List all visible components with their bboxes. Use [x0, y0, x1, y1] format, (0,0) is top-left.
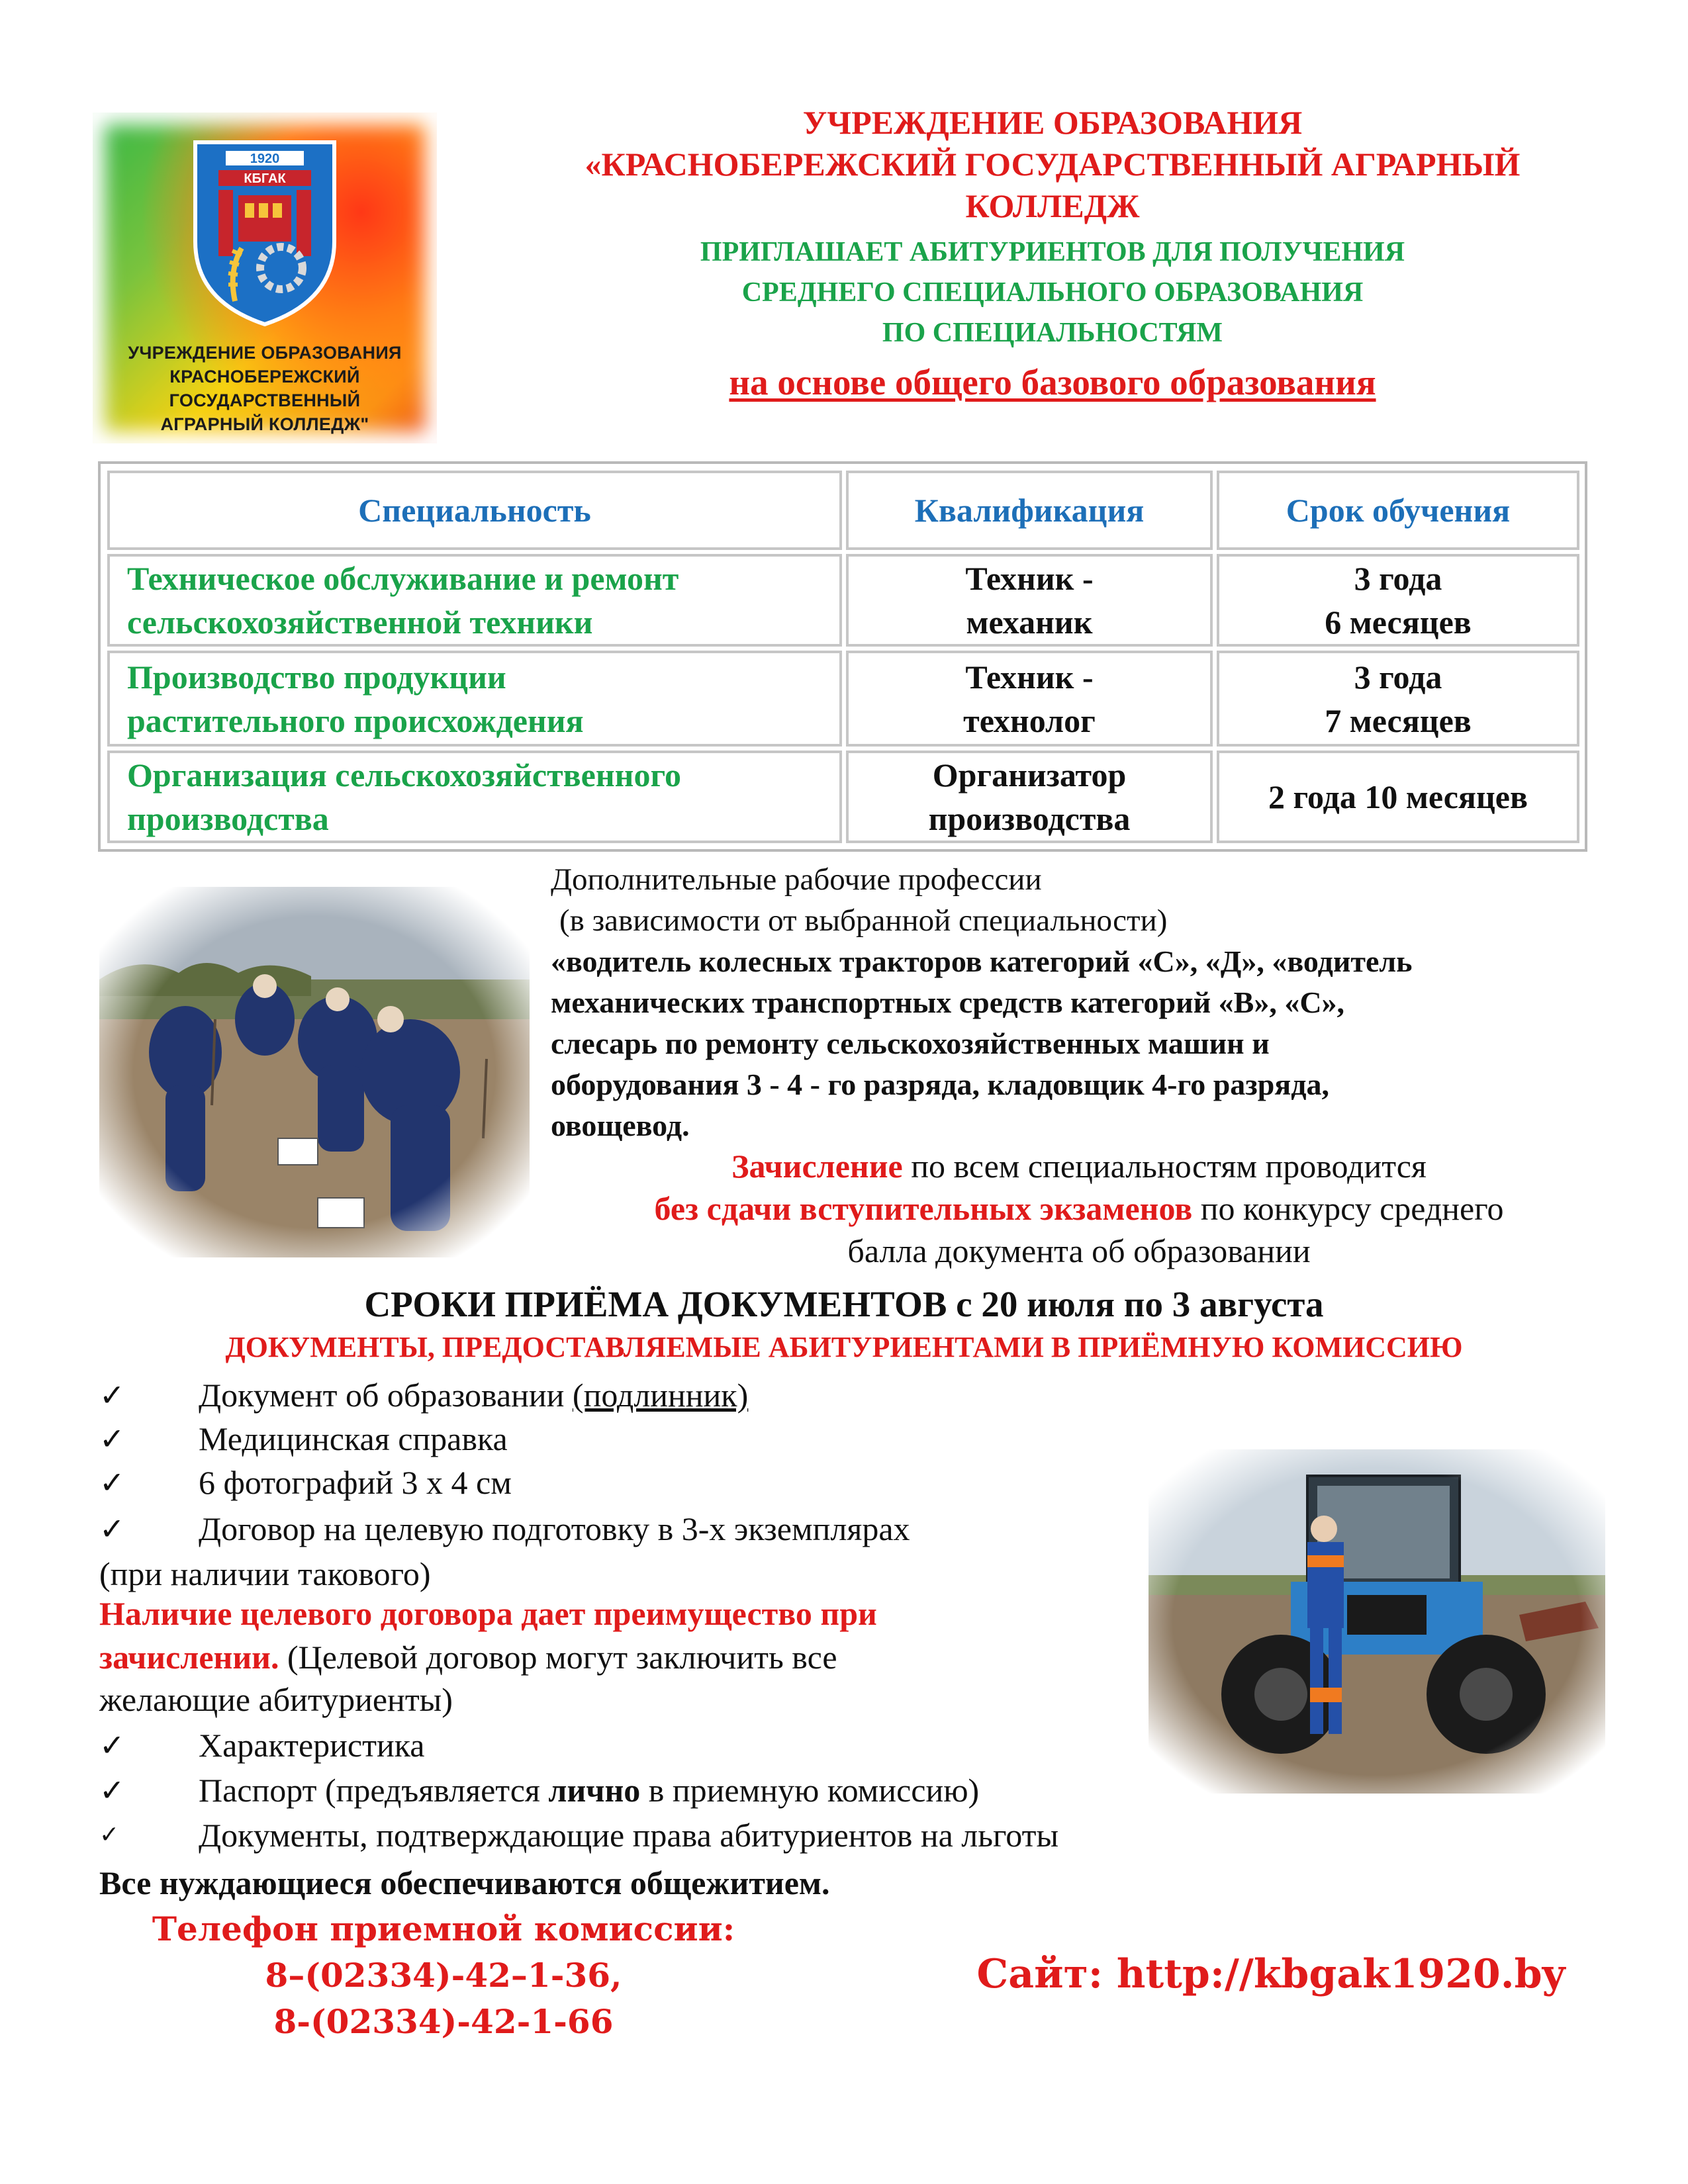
- target-contract-bold: зачислении.: [99, 1639, 279, 1676]
- checkmark-icon: ✓: [99, 1377, 125, 1413]
- checkmark-icon: ✓: [99, 1421, 125, 1457]
- enrollment-line-2: [543, 1187, 1615, 1230]
- deadline-heading: СРОКИ ПРИЁМА ДОКУМЕНТОВ с 20 июля по 3 августа: [364, 1284, 1324, 1324]
- target-contract-note: Наличие целевого договора дает преимущество при: [99, 1595, 877, 1632]
- no-exams-text: без сдачи вступительных экзаменов: [654, 1190, 1193, 1227]
- table-cell-duration: [1217, 651, 1579, 747]
- table-cell-duration: [1217, 554, 1579, 647]
- table-cell-specialty: [107, 554, 842, 647]
- enrollment-text: по конкурсу среднего: [1192, 1190, 1504, 1227]
- specialty-line: растительного происхождения: [127, 702, 584, 739]
- document-item: Характеристика: [199, 1727, 425, 1764]
- professions-list: [551, 941, 1610, 1146]
- logo-abbr: КБГАК: [244, 171, 286, 186]
- target-contract-line-2: [99, 1635, 837, 1679]
- checkmark-icon: ✓: [99, 1772, 125, 1808]
- enrollment-line-1: [543, 1145, 1615, 1187]
- phone-number-2: 8-(02334)-42-1-66: [273, 2002, 614, 2041]
- header-line-4: ПРИГЛАШАЕТ АБИТУРИЕНТОВ ДЛЯ ПОЛУЧЕНИЯ: [700, 237, 1405, 267]
- dormitory-note: Все нуждающиеся обеспечиваются общежитием.: [99, 1864, 830, 1901]
- table-cell-specialty: [107, 651, 842, 747]
- document-text-bold: лично: [548, 1772, 641, 1809]
- enrollment-word: Зачисление: [731, 1148, 903, 1185]
- duration-line: 3 года: [1354, 658, 1442, 696]
- website-link[interactable]: Сайт: http://kbgak1920.by: [976, 1951, 1566, 1997]
- duration-line: 2 года 10 месяцев: [1268, 778, 1528, 815]
- professions-line: слесарь по ремонту сельскохозяйственных машин и: [551, 1026, 1270, 1060]
- header-line-1: УЧРЕЖДЕНИЕ ОБРАЗОВАНИЯ: [802, 104, 1303, 141]
- student-tractor-photo: [1149, 1449, 1605, 1794]
- duration-line: 7 месяцев: [1325, 702, 1472, 739]
- header-line-6: ПО СПЕЦИАЛЬНОСТЯМ: [882, 318, 1223, 348]
- professions-note: (в зависимости от выбранной специальности): [559, 903, 1168, 938]
- document-text: в приемную комиссию): [640, 1772, 980, 1809]
- qualification-line: Организатор: [932, 756, 1127, 794]
- documents-heading: ДОКУМЕНТЫ, ПРЕДОСТАВЛЯЕМЫЕ АБИТУРИЕНТАМИ В ПРИЁМНУЮ КОМИССИЮ: [225, 1331, 1463, 1363]
- qualification-line: технолог: [963, 702, 1096, 739]
- table-header-specialty: Специальность: [107, 471, 842, 550]
- professions-title: Дополнительные рабочие профессии: [551, 862, 1042, 897]
- table-cell-duration: [1217, 751, 1579, 843]
- college-logo: [93, 113, 437, 443]
- shield-emblem-icon: [189, 129, 341, 328]
- document-item: [199, 1768, 979, 1812]
- document-original-note: (подлинник): [572, 1377, 749, 1414]
- specialty-line: производства: [127, 800, 329, 837]
- duration-line: 3 года: [1354, 560, 1442, 597]
- document-text: Паспорт (предъявляется: [199, 1772, 549, 1809]
- table-header-duration: Срок обучения: [1217, 471, 1579, 550]
- phone-number-1: 8–(02334)-42–1-36,: [265, 1956, 622, 1995]
- logo-year: 1920: [250, 152, 280, 166]
- students-planting-photo: [99, 887, 530, 1257]
- document-item: Договор на целевую подготовку в 3-х экземплярах: [199, 1510, 910, 1547]
- header-line-3: КОЛЛЕДЖ: [965, 187, 1140, 224]
- qualification-line: производства: [928, 800, 1131, 837]
- duration-line: 6 месяцев: [1325, 604, 1472, 641]
- checkmark-icon: ✓: [99, 1821, 120, 1848]
- target-contract-line-3: желающие абитуриенты): [99, 1681, 453, 1718]
- document-item: Документы, подтверждающие права абитуриентов на льготы: [199, 1817, 1059, 1854]
- logo-caption-line: УЧРЕЖДЕНИЕ ОБРАЗОВАНИЯ: [128, 343, 402, 363]
- specialty-line: Организация сельскохозяйственного: [127, 756, 681, 794]
- document-item: [199, 1373, 748, 1417]
- table-cell-specialty: [107, 751, 842, 843]
- specialty-line: Производство продукции: [127, 658, 506, 696]
- professions-line: механических транспортных средств категорий «В», «С»,: [551, 985, 1345, 1019]
- professions-line: оборудования 3 - 4 - го разряда, кладовщик 4-го разряда,: [551, 1068, 1330, 1101]
- header-line-2: «КРАСНОБЕРЕЖСКИЙ ГОСУДАРСТВЕННЫЙ АГРАРНЫЙ: [585, 146, 1521, 183]
- specialty-line: Техническое обслуживание и ремонт: [127, 560, 679, 597]
- document-item-note: (при наличии такового): [99, 1555, 431, 1592]
- checkmark-icon: ✓: [99, 1465, 125, 1500]
- professions-line: овощевод.: [551, 1109, 690, 1142]
- enrollment-text: по всем специальностям проводится: [902, 1148, 1427, 1185]
- document-text: Документ об образовании: [199, 1377, 573, 1414]
- logo-caption-line: АГРАРНЫЙ КОЛЛЕДЖ": [160, 414, 369, 434]
- table-cell-qualification: [846, 651, 1213, 747]
- table-cell-qualification: [846, 554, 1213, 647]
- header-line-5: СРЕДНЕГО СПЕЦИАЛЬНОГО ОБРАЗОВАНИЯ: [741, 277, 1364, 308]
- specialty-line: сельскохозяйственной техники: [127, 604, 593, 641]
- document-item: Медицинская справка: [199, 1420, 508, 1457]
- professions-line: «водитель колесных тракторов категорий «С», «Д», «водитель: [551, 944, 1413, 978]
- logo-caption: [93, 341, 437, 436]
- enrollment-line-3: балла документа об образовании: [847, 1232, 1311, 1269]
- target-contract-text: (Целевой договор могут заключить все: [279, 1639, 837, 1676]
- specialties-table: [98, 461, 1587, 852]
- logo-caption-line: КРАСНОБЕРЕЖСКИЙ ГОСУДАРСТВЕННЫЙ: [169, 367, 361, 410]
- checkmark-icon: ✓: [99, 1511, 125, 1547]
- table-header-qualification: Квалификация: [846, 471, 1213, 550]
- phone-title: Телефон приемной комиссии:: [152, 1909, 735, 1948]
- document-item: 6 фотографий 3 х 4 см: [199, 1464, 512, 1501]
- qualification-line: Техник -: [965, 658, 1094, 696]
- header-subtitle: на основе общего базового образования: [729, 362, 1376, 402]
- qualification-line: механик: [966, 604, 1093, 641]
- checkmark-icon: ✓: [99, 1727, 125, 1763]
- table-cell-qualification: [846, 751, 1213, 843]
- qualification-line: Техник -: [965, 560, 1094, 597]
